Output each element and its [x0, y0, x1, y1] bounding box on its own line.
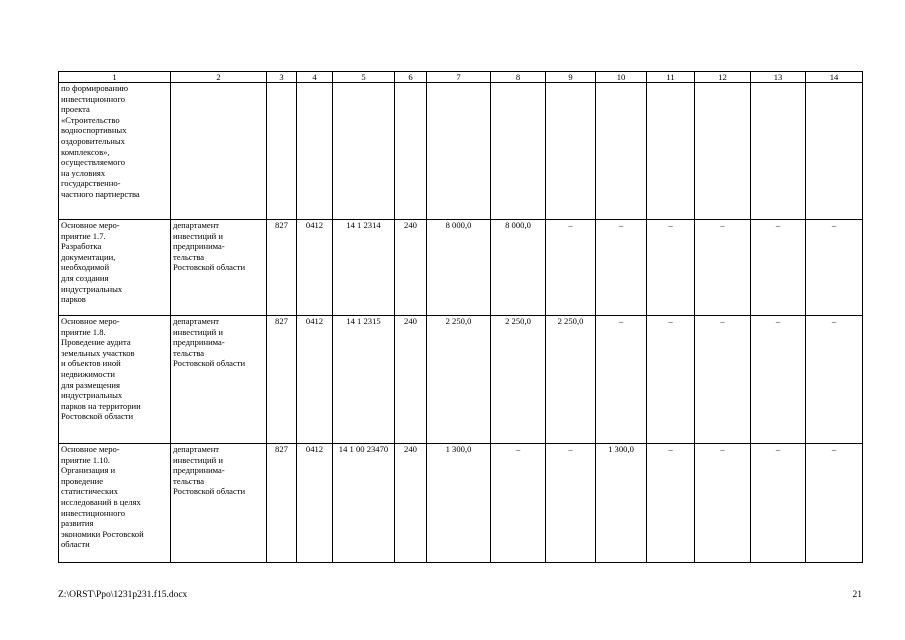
- value-cell: [695, 83, 751, 220]
- rzpr-cell: 0412: [297, 220, 333, 316]
- value-cell: [491, 83, 546, 220]
- csr-cell: 14 1 2314: [333, 220, 395, 316]
- total-cell: 2 250,0: [427, 316, 491, 444]
- value-cell: [751, 83, 806, 220]
- value-cell: –: [695, 316, 751, 444]
- rzpr-cell: [297, 83, 333, 220]
- column-header: 4: [297, 72, 333, 83]
- value-cell: [647, 83, 695, 220]
- value-cell: –: [695, 220, 751, 316]
- grbs-cell: 827: [267, 444, 297, 563]
- column-header: 11: [647, 72, 695, 83]
- vr-cell: 240: [395, 316, 427, 444]
- value-cell: –: [806, 444, 863, 563]
- event-name-cell: Основное меро- приятие 1.7. Разработка документации, необходимой для создания индустриальных парков: [59, 220, 171, 316]
- executor-cell: департамент инвестиций и предпринима- тельства Ростовской области: [171, 220, 267, 316]
- column-header: 14: [806, 72, 863, 83]
- column-header: 2: [171, 72, 267, 83]
- executor-cell: департамент инвестиций и предпринима- тельства Ростовской области: [171, 444, 267, 563]
- table-row: [59, 220, 863, 316]
- total-cell: 1 300,0: [427, 444, 491, 563]
- vr-cell: [395, 83, 427, 220]
- value-cell: –: [751, 444, 806, 563]
- csr-cell: 14 1 2315: [333, 316, 395, 444]
- page-number: 21: [852, 590, 862, 600]
- column-header: 3: [267, 72, 297, 83]
- total-cell: 8 000,0: [427, 220, 491, 316]
- event-name-cell: Основное меро- приятие 1.8. Проведение аудита земельных участков и объектов иной недвижимости для размещения индустриальных парков на территории Ростовской области: [59, 316, 171, 444]
- column-header: 7: [427, 72, 491, 83]
- column-header: 8: [491, 72, 546, 83]
- table-header-row: [59, 72, 863, 83]
- total-cell: [427, 83, 491, 220]
- file-path-footer: Z:\ORST\Ppo\1231p231.f15.docx: [58, 590, 188, 600]
- grbs-cell: [267, 83, 297, 220]
- value-cell: [546, 83, 596, 220]
- value-cell: 2 250,0: [491, 316, 546, 444]
- table-row: [59, 83, 863, 220]
- value-cell: –: [596, 316, 647, 444]
- budget-table: [58, 71, 863, 563]
- vr-cell: 240: [395, 444, 427, 563]
- table-row: [59, 444, 863, 563]
- value-cell: –: [491, 444, 546, 563]
- value-cell: 1 300,0: [596, 444, 647, 563]
- value-cell: –: [647, 220, 695, 316]
- grbs-cell: 827: [267, 316, 297, 444]
- column-header: 12: [695, 72, 751, 83]
- value-cell: –: [695, 444, 751, 563]
- value-cell: –: [806, 316, 863, 444]
- event-name-cell: по формированию инвестиционного проекта «Строительство водноспортивных оздоровительных комплексов», осуществляемого на условиях государственно- частного партнерства: [59, 83, 171, 220]
- csr-cell: 14 1 00 23470: [333, 444, 395, 563]
- column-header: 5: [333, 72, 395, 83]
- rzpr-cell: 0412: [297, 444, 333, 563]
- rzpr-cell: 0412: [297, 316, 333, 444]
- value-cell: –: [546, 444, 596, 563]
- column-header: 6: [395, 72, 427, 83]
- value-cell: –: [751, 220, 806, 316]
- event-name-cell: Основное меро- приятие 1.10. Организация и проведение статистических исследований в целях инвестиционного развития экономики Ростовской области: [59, 444, 171, 563]
- value-cell: 8 000,0: [491, 220, 546, 316]
- value-cell: –: [596, 220, 647, 316]
- grbs-cell: 827: [267, 220, 297, 316]
- value-cell: –: [647, 444, 695, 563]
- value-cell: –: [806, 220, 863, 316]
- table-row: [59, 316, 863, 444]
- value-cell: –: [647, 316, 695, 444]
- vr-cell: 240: [395, 220, 427, 316]
- value-cell: 2 250,0: [546, 316, 596, 444]
- value-cell: [806, 83, 863, 220]
- csr-cell: [333, 83, 395, 220]
- value-cell: –: [751, 316, 806, 444]
- column-header: 13: [751, 72, 806, 83]
- value-cell: –: [546, 220, 596, 316]
- executor-cell: департамент инвестиций и предпринима- тельства Ростовской области: [171, 316, 267, 444]
- value-cell: [596, 83, 647, 220]
- column-header: 10: [596, 72, 647, 83]
- executor-cell: [171, 83, 267, 220]
- column-header: 1: [59, 72, 171, 83]
- column-header: 9: [546, 72, 596, 83]
